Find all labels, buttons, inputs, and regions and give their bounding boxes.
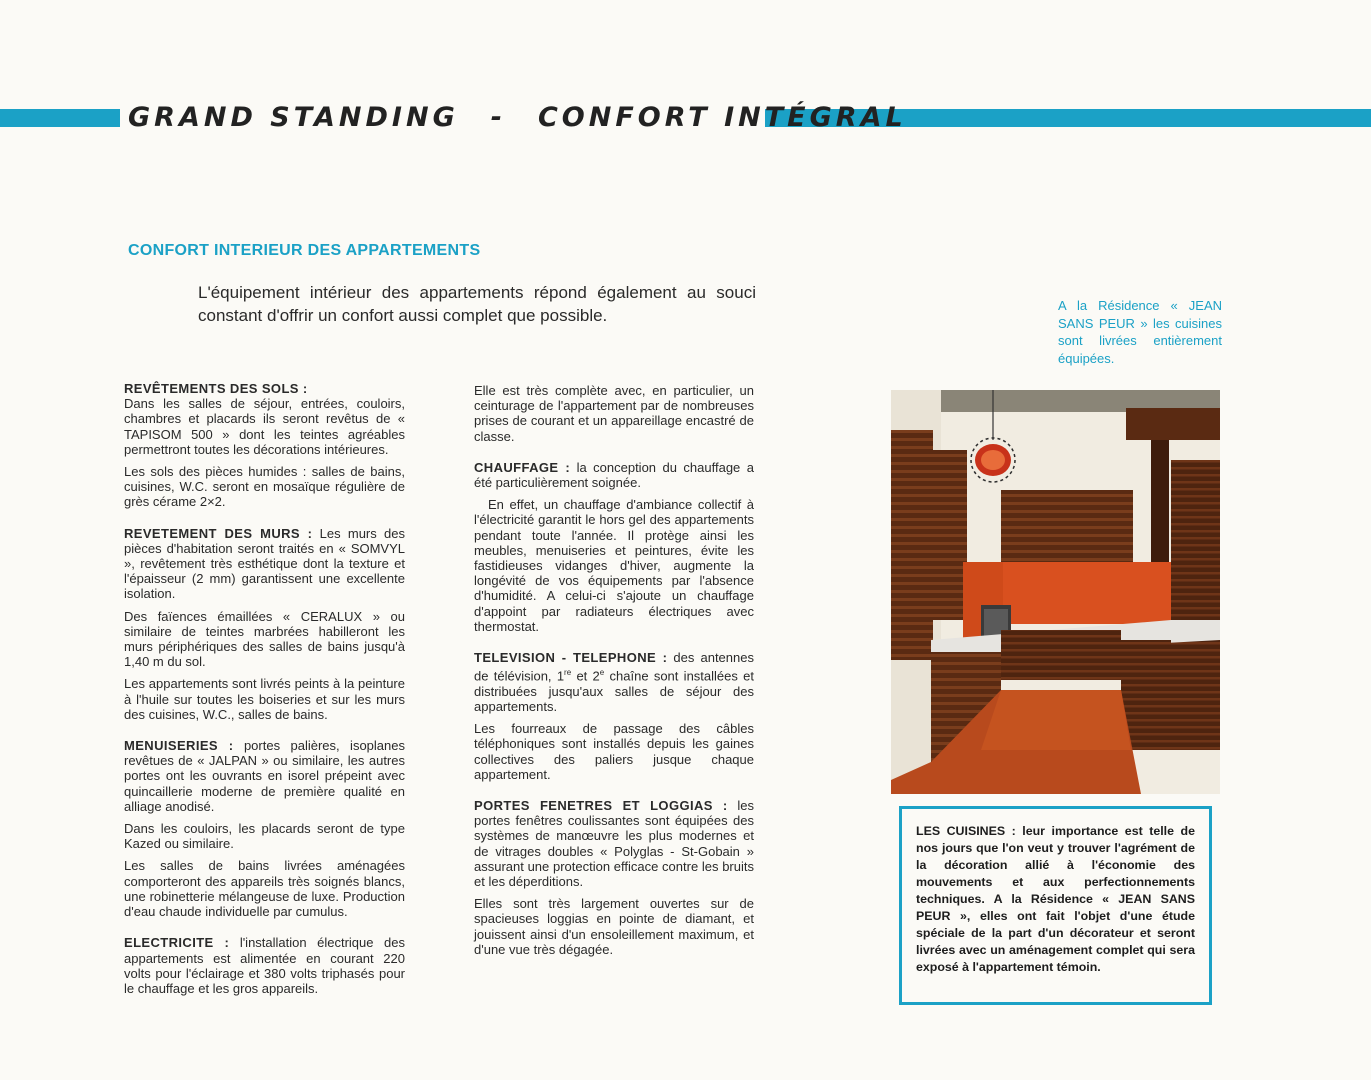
- tele-text-c: chaîne sont installées et distribuées jusqu'aux salles de séjour des appartements.: [474, 668, 754, 714]
- tele-sup-2: e: [599, 668, 605, 678]
- left-column: [124, 381, 405, 1003]
- section-heading: CONFORT INTERIEUR DES APPARTEMENTS: [128, 242, 481, 259]
- tele-text-b: et 2: [571, 668, 600, 684]
- menuiseries-paragraph-3: Les salles de bains livrées aménagées comporteront des appareils très soignés blancs, une robinetterie mélangeuse de luxe. Production d'eau chaude individuelle par cumulus.: [124, 858, 405, 920]
- sols-paragraph-2: Les sols des pièces humides : salles de bains, cuisines, W.C. seront en mosaïque régulière de grès cérame 2×2.: [124, 464, 405, 510]
- title-left: GRAND STANDING: [128, 101, 459, 133]
- menuiseries-paragraph-2: Dans les couloirs, les placards seront de type Kazed ou similaire.: [124, 821, 405, 852]
- intro-paragraph: L'équipement intérieur des appartements répond également au souci constant d'offrir un confort aussi complet que possible.: [198, 283, 756, 325]
- middle-column: [474, 383, 754, 964]
- electricite-paragraph: [124, 935, 405, 996]
- tele-sup-1: re: [564, 668, 572, 678]
- tele-paragraph-2: Les fourreaux de passage des câbles téléphoniques sont installés depuis les gaines collectives des paliers jusque chaque appartement.: [474, 721, 754, 782]
- chauffage-text-1: la conception du chauffage a été particulièrement soignée.: [474, 459, 754, 491]
- menuiseries-paragraph-1: [124, 738, 405, 814]
- murs-heading: REVETEMENT DES MURS :: [124, 525, 313, 541]
- electricite-continued: Elle est très complète avec, en particulier, un ceinturage de l'appartement par de nombreuses prises de courant et un appareillage encastré de classe.: [474, 383, 754, 444]
- portes-heading: PORTES FENETRES ET LOGGIAS :: [474, 798, 728, 813]
- menuiseries-text-1: portes palières, isoplanes revêtues de « JALPAN » ou similaire, les autres portes ont les ouvrants en isorel prépeint avec quincaillerie moderne de première qualité en alliage anodisé.: [124, 738, 405, 814]
- sols-paragraph-1: Dans les salles de séjour, entrées, couloirs, chambres et placards ils seront revêtus de « TAPISOM 500 » dont les teintes agréables permettront toutes les décorations intérieures.: [124, 396, 405, 457]
- menuiseries-heading: MENUISERIES :: [124, 738, 234, 754]
- tele-paragraph-1: [474, 650, 754, 714]
- murs-paragraph-1: [124, 526, 405, 602]
- portes-paragraph-2: Elles sont très largement ouvertes sur de spacieuses loggias en pointe de diamant, et jouissent ainsi d'un ensoleillement maximum, et d'une vue très dégagée.: [474, 896, 754, 957]
- page-title: [128, 97, 907, 137]
- electricite-text: l'installation électrique des appartements est alimentée en courant 220 volts pour l'éclairage et 380 volts triphasés pour le chauffage et les gros appareils.: [124, 935, 405, 996]
- chauffage-paragraph-2: En effet, un chauffage d'ambiance collectif à l'électricité garantit le hors gel des appartements pendant toute l'année. Il protège ainsi les meubles, menuiseries et peintures, évite les fastidieuses vidanges d'hiver, augmente la longévité de vos équipements par l'absence d'humidité. A celui-ci s'ajoute un chauffage d'appoint par radiateurs électriques avec thermostat.: [474, 497, 754, 634]
- kitchen-photo: [891, 390, 1220, 794]
- murs-paragraph-2: Des faïences émaillées « CERALUX » ou similaire de teintes marbrées habilleront les murs périphériques des salles de bains jusqu'à 1,40 m du sol.: [124, 608, 405, 670]
- tele-heading: TELEVISION - TELEPHONE :: [474, 650, 668, 666]
- portes-text-1: les portes fenêtres coulissantes sont équipées des systèmes de manœuvre les plus modernes et de vitrages doubles « Polyglas - St-Gobain » assurant une protection efficace contre les bruits et les déperditions.: [474, 798, 754, 890]
- tele-text-a: des antennes de télévision, 1: [474, 650, 754, 684]
- murs-paragraph-3: Les appartements sont livrés peints à la peinture à l'huile sur toutes les boiseries et sur les murs des cuisines, W.C., salles de bains.: [124, 676, 405, 722]
- header-accent-bar-left: [0, 109, 120, 127]
- photo-caption: A la Résidence « JEAN SANS PEUR » les cuisines sont livrées entièrement équipées.: [1058, 298, 1222, 366]
- chauffage-heading: CHAUFFAGE :: [474, 459, 571, 475]
- electricite-heading: ELECTRICITE :: [124, 935, 230, 951]
- murs-text-1: Les murs des pièces d'habitation seront traités en « SOMVYL », revêtement très esthétique dont la texture et l'épaisseur (2 mm) garantissent une excellente isolation.: [124, 525, 405, 602]
- portes-paragraph-1: [474, 798, 754, 889]
- sols-heading: REVÊTEMENTS DES SOLS :: [124, 381, 308, 396]
- chauffage-paragraph-1: [474, 460, 754, 490]
- title-separator: -: [490, 101, 506, 133]
- title-right: CONFORT INTÉGRAL: [537, 101, 907, 133]
- kitchen-info-box: LES CUISINES : leur importance est telle de nos jours que l'on veut y trouver l'agrément de la décoration allié à l'économie des mouvements et aux perfectionnements techniques. A la Résidence « JEAN SANS PEUR », elles ont fait l'objet d'une étude spéciale de la part d'un décorateur et seront livrées avec un aménagement complet qui sera exposé à l'appartement témoin.: [899, 806, 1212, 1005]
